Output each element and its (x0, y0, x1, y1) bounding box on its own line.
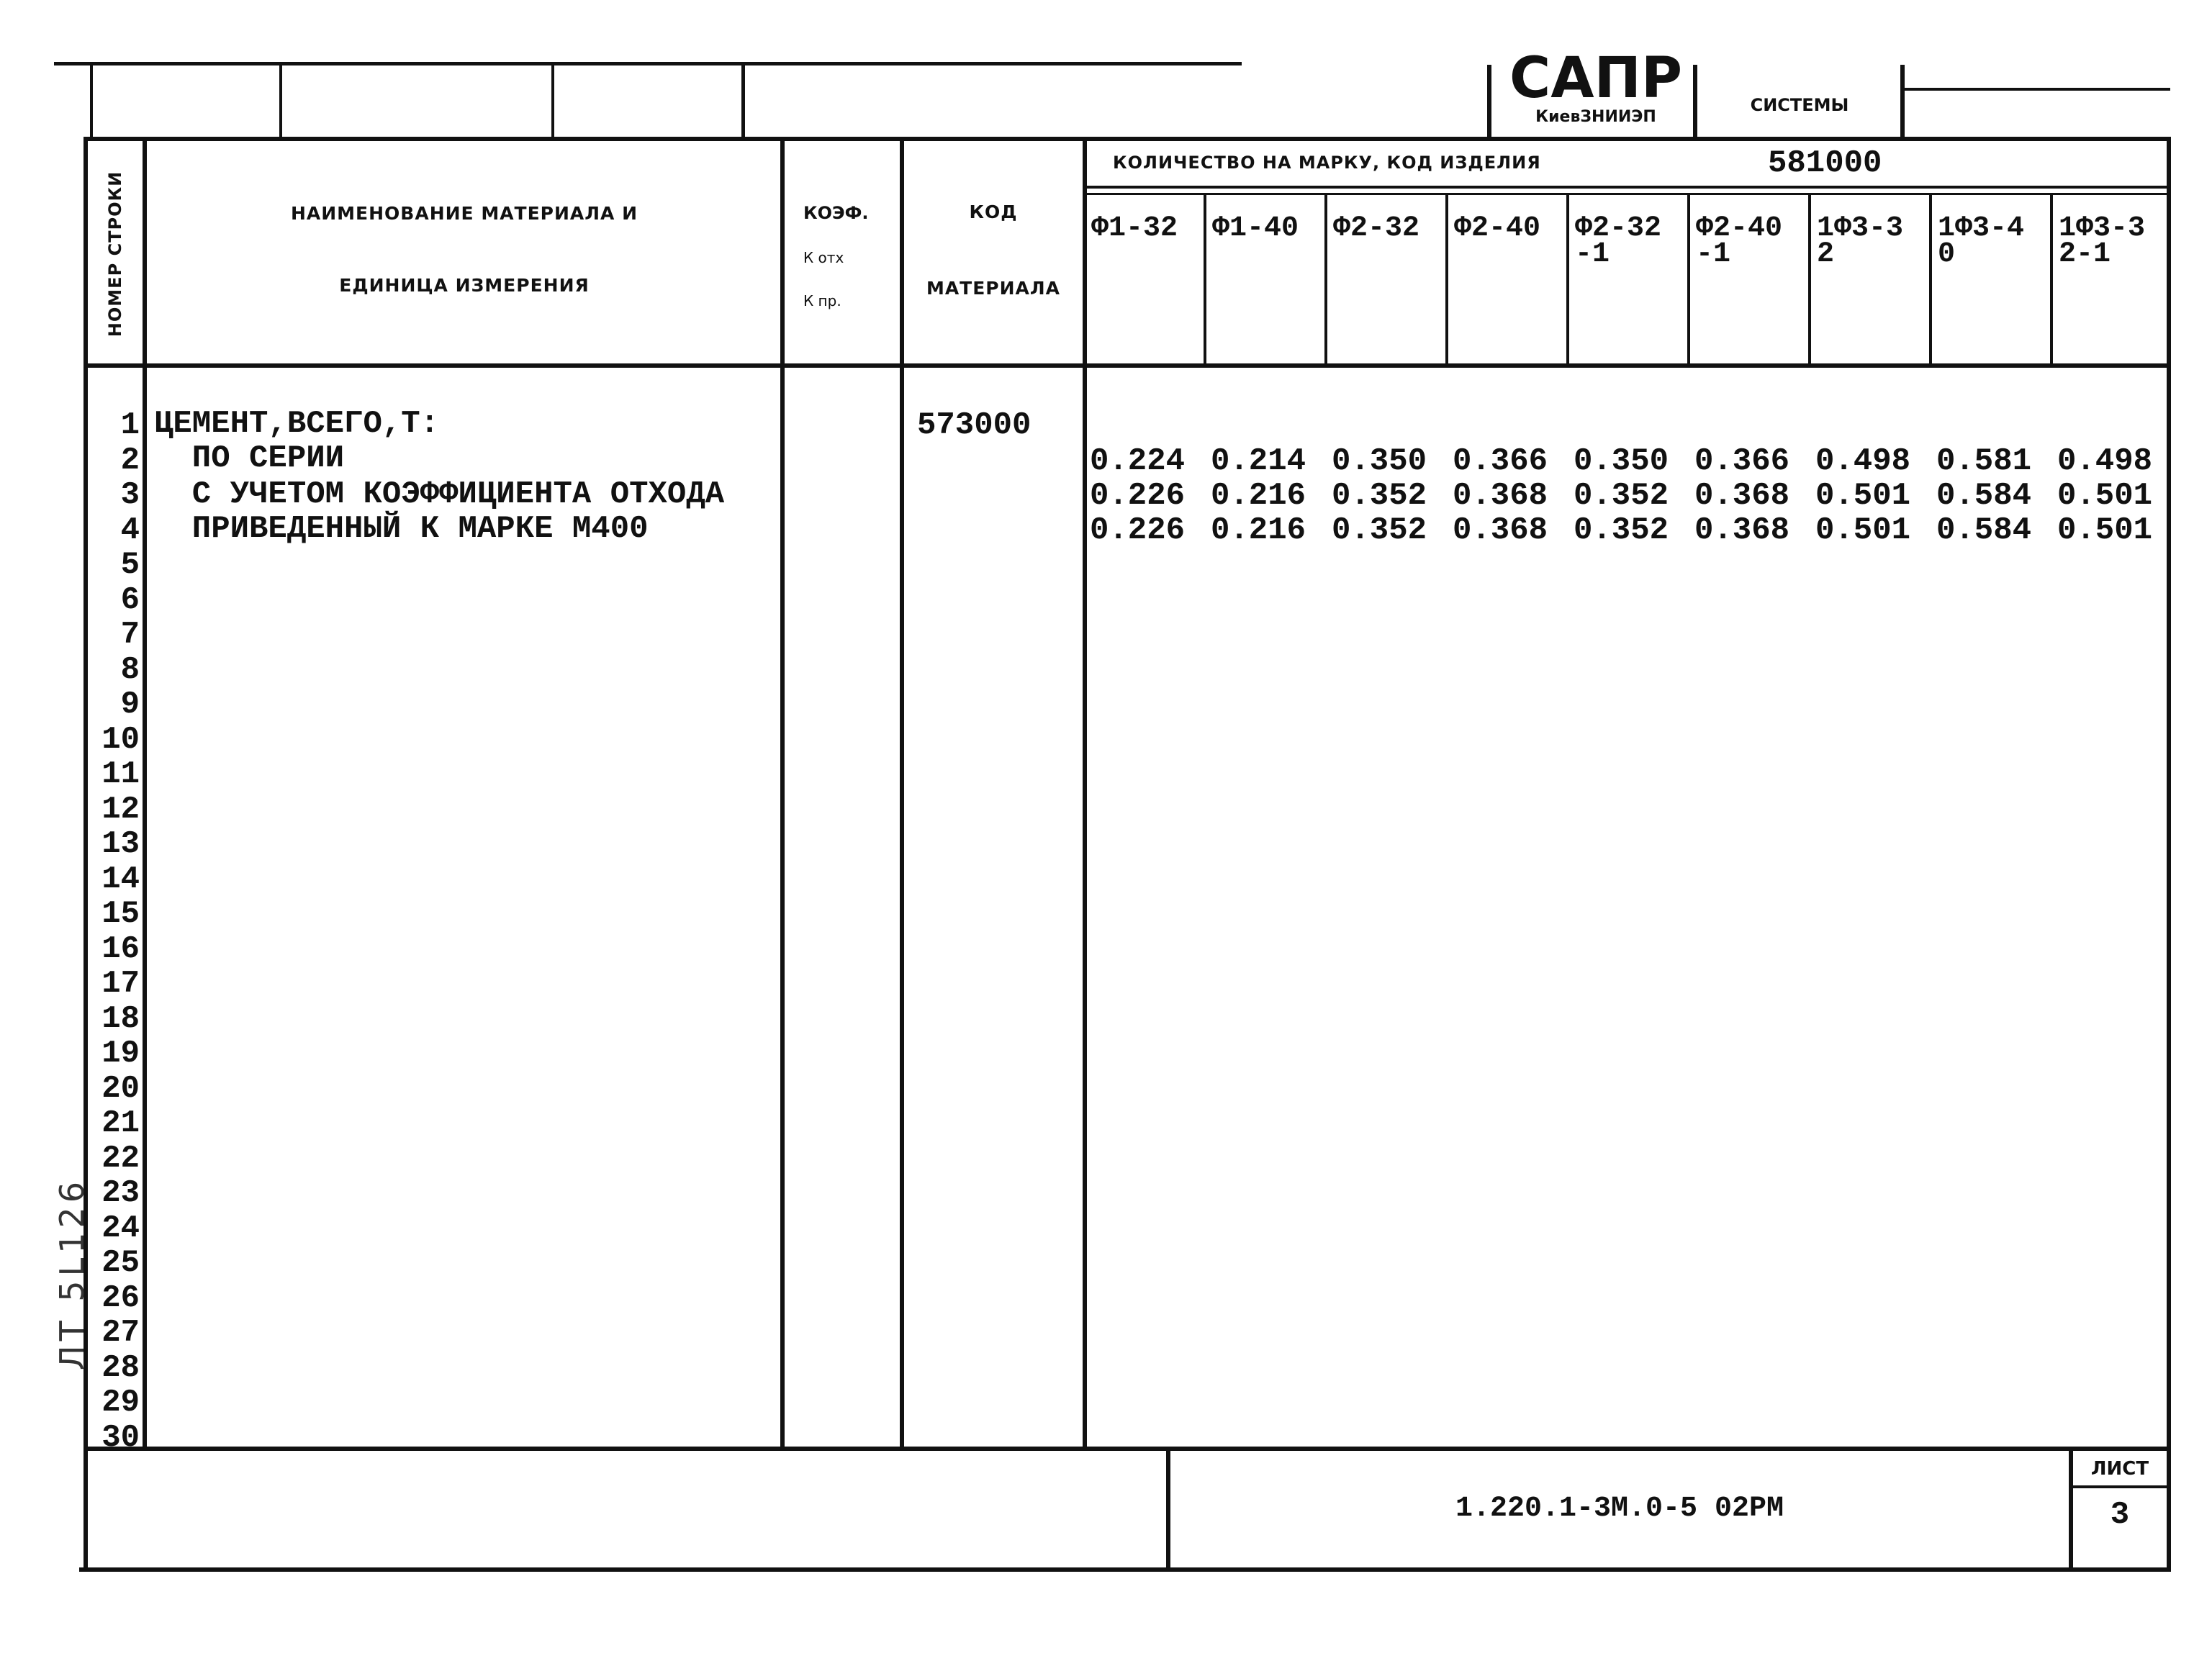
frame-bottom-line (79, 1567, 2171, 1572)
material-line: ЦЕМЕНТ,ВСЕГО,Т: (154, 406, 440, 442)
coef-header-line3: К пр. (803, 292, 841, 309)
header-bottom-line (83, 363, 2171, 368)
value-cell: 0.368 (1694, 512, 1790, 548)
quantity-subheader-line (1083, 186, 2171, 189)
row-number: 3 (120, 477, 140, 513)
row-number: 5 (120, 547, 140, 583)
value-cell: 0.584 (1936, 478, 2032, 514)
value-cell: 0.366 (1453, 443, 1548, 479)
row-number: 24 (101, 1210, 140, 1246)
value-cell: 0.350 (1574, 443, 1669, 479)
row-number: 29 (101, 1385, 140, 1421)
quantity-header: КОЛИЧЕСТВО НА МАРКУ, КОД ИЗДЕЛИЯ (1113, 153, 1541, 173)
systems-label: СИСТЕМЫ (1750, 95, 1849, 115)
quantity-subheader-line-2 (1083, 193, 2171, 195)
row-number: 17 (101, 966, 140, 1002)
sheet-number: 3 (2110, 1497, 2130, 1533)
header-top-line (83, 137, 2171, 141)
row-number: 9 (120, 687, 140, 723)
col-divider (1445, 193, 1448, 367)
top-border-line (54, 62, 1242, 65)
stamp-divider (1487, 65, 1491, 140)
col-line-name (780, 137, 785, 1449)
row-number: 19 (101, 1036, 140, 1072)
stamp-divider (90, 62, 93, 140)
row-number: 14 (101, 861, 140, 897)
value-cell: 0.352 (1574, 512, 1669, 548)
row-number: 10 (101, 721, 140, 758)
col-divider (1324, 193, 1327, 367)
value-cell: 0.368 (1453, 478, 1548, 514)
coef-header-line2: К отх (803, 249, 844, 266)
row-number: 23 (101, 1175, 140, 1211)
value-cell: 0.498 (2057, 443, 2153, 479)
row-number: 20 (101, 1070, 140, 1107)
org-label: КиевЗНИИЭП (1535, 108, 1656, 126)
value-cell: 0.366 (1694, 443, 1790, 479)
stamp-divider (1900, 65, 1905, 140)
column-header: Ф1-32 (1091, 212, 1178, 245)
col-divider (1204, 193, 1206, 367)
side-stamp: ЛТ 5L126 (53, 1177, 92, 1371)
value-cell: 0.584 (1936, 512, 2032, 548)
code-header-line2: МАТЕРИАЛА (926, 278, 1061, 299)
row-number: 26 (101, 1280, 140, 1316)
code-header-line1: КОД (969, 202, 1018, 222)
row-number: 8 (120, 651, 140, 688)
value-cell: 0.352 (1332, 478, 1427, 514)
value-cell: 0.501 (1815, 512, 1911, 548)
col-divider (1808, 193, 1811, 367)
column-header: Ф2-32 -1 (1575, 212, 1662, 271)
row-number: 15 (101, 896, 140, 932)
row-number: 25 (101, 1245, 140, 1281)
column-header: 1Ф3-4 0 (1938, 212, 2025, 271)
product-code: 581000 (1768, 145, 1882, 181)
row-number: 16 (101, 931, 140, 967)
row-number: 30 (101, 1419, 140, 1456)
value-cell: 0.368 (1453, 512, 1548, 548)
col-divider (1687, 193, 1690, 367)
row-number: 22 (101, 1140, 140, 1177)
value-cell: 0.501 (2057, 478, 2153, 514)
row-number: 27 (101, 1315, 140, 1351)
stamp-divider (741, 62, 745, 140)
value-cell: 0.216 (1211, 478, 1306, 514)
value-cell: 0.224 (1090, 443, 1186, 479)
value-cell: 0.350 (1332, 443, 1427, 479)
col-divider (1566, 193, 1569, 367)
document-code: 1.220.1-3М.0-5 02РМ (1455, 1493, 1784, 1525)
column-header: Ф2-40 (1454, 212, 1541, 245)
row-number-header: НОМЕР СТРОКИ (105, 171, 126, 337)
value-cell: 0.498 (1815, 443, 1911, 479)
table-bottom-line (83, 1447, 2171, 1451)
value-cell: 0.352 (1574, 478, 1669, 514)
value-cell: 0.216 (1211, 512, 1306, 548)
value-cell: 0.226 (1090, 478, 1186, 514)
value-cell: 0.226 (1090, 512, 1186, 548)
col-line-code (1083, 137, 1087, 1449)
row-number: 12 (101, 791, 140, 828)
column-header: Ф2-32 (1333, 212, 1420, 245)
value-cell: 0.214 (1211, 443, 1306, 479)
value-cell: 0.581 (1936, 443, 2032, 479)
stamp-divider (1693, 65, 1697, 140)
sheet-label: ЛИСТ (2090, 1458, 2149, 1480)
material-code: 573000 (917, 407, 1031, 443)
value-cell: 0.501 (1815, 478, 1911, 514)
row-number: 2 (120, 442, 140, 479)
value-cell: 0.368 (1694, 478, 1790, 514)
frame-right-line (2167, 137, 2171, 1570)
col-divider (2050, 193, 2053, 367)
column-header: 1Ф3-3 2 (1817, 212, 1904, 271)
col-line-rownum (143, 137, 147, 1449)
material-line: ПО СЕРИИ (154, 440, 345, 476)
material-name-header-line1: НАИМЕНОВАНИЕ МАТЕРИАЛА И (290, 203, 638, 224)
column-header: Ф2-40 -1 (1696, 212, 1783, 271)
column-header: Ф1-40 (1212, 212, 1299, 245)
stamp-divider (551, 62, 554, 140)
value-cell: 0.501 (2057, 512, 2153, 548)
row-number: 11 (101, 756, 140, 792)
row-number: 6 (120, 581, 140, 618)
row-number: 21 (101, 1105, 140, 1141)
row-number: 28 (101, 1349, 140, 1386)
stamp-divider (279, 62, 282, 140)
sapr-logo: САПР (1509, 46, 1683, 111)
row-number: 18 (101, 1000, 140, 1037)
material-line: С УЧЕТОМ КОЭФФИЦИЕНТА ОТХОДА (154, 476, 725, 512)
col-line-coef (900, 137, 904, 1449)
stamp-line (1900, 88, 2170, 91)
row-number: 7 (120, 617, 140, 653)
col-divider (1929, 193, 1932, 367)
row-number: 1 (120, 407, 140, 443)
sheet-label-line (2069, 1485, 2171, 1488)
row-number: 4 (120, 512, 140, 548)
material-name-header-line2: ЕДИНИЦА ИЗМЕРЕНИЯ (339, 275, 590, 296)
value-cell: 0.352 (1332, 512, 1427, 548)
material-line: ПРИВЕДЕННЫЙ К МАРКЕ М400 (154, 511, 649, 547)
row-number: 13 (101, 826, 140, 862)
column-header: 1Ф3-3 2-1 (2059, 212, 2146, 271)
coef-header-line1: КОЭФ. (803, 203, 869, 223)
